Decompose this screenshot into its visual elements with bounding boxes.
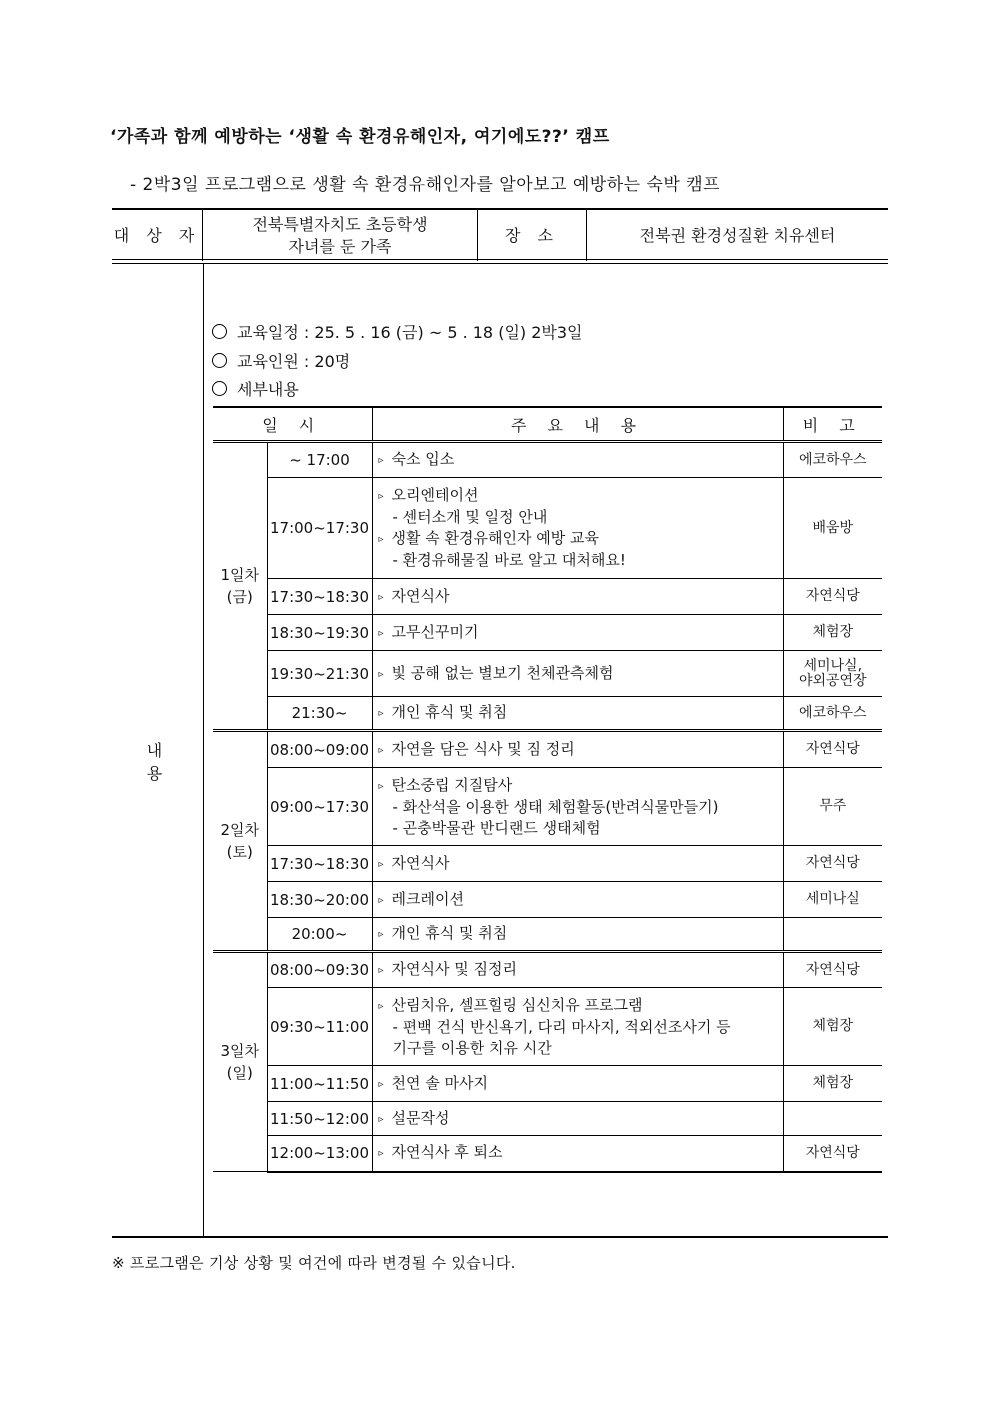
note-cell: 자연식당 — [783, 952, 882, 988]
footnote: ※ 프로그램은 기상 상황 및 여건에 따라 변경될 수 있습니다. — [112, 1254, 516, 1272]
schedule-row — [213, 1066, 882, 1102]
schedule-header-row — [213, 407, 882, 442]
content-cell: ▹ 자연식사 및 짐정리 — [372, 952, 783, 988]
time-cell: 20:00~ — [267, 918, 372, 952]
triangle-bullet-icon: ▹ — [378, 591, 384, 603]
note-cell — [783, 918, 882, 952]
triangle-bullet-icon: ▹ — [378, 627, 384, 639]
day-label: 3일차 (일) — [213, 952, 267, 1172]
info-people: 교육인원 : 20명 — [212, 349, 350, 372]
triangle-bullet-icon: ▹ — [378, 965, 384, 976]
triangle-bullet-icon: ▹ — [378, 780, 384, 792]
schedule-row — [213, 442, 882, 478]
time-cell: 19:30~21:30 — [267, 651, 372, 697]
note-cell: 체험장 — [783, 988, 882, 1066]
schedule-row — [213, 579, 882, 615]
triangle-bullet-icon: ▹ — [378, 1113, 384, 1125]
content-cell: ▹ 자연을 담은 식사 및 짐 정리 — [372, 731, 783, 768]
content-cell: ▹ 개인 휴식 및 취침 — [372, 697, 783, 731]
note-cell: 세미나실 — [783, 882, 882, 918]
triangle-bullet-icon: ▹ — [378, 894, 384, 906]
target-label: 대 상 자 — [112, 210, 203, 261]
day-label: 1일차 (금) — [213, 442, 267, 731]
place-value: 전북권 환경성질환 치유센터 — [639, 225, 836, 245]
triangle-bullet-icon: ▹ — [378, 929, 384, 940]
triangle-bullet-icon: ▹ — [378, 455, 384, 466]
target-line-1: 전북특별자치도 초등학생 — [252, 214, 428, 234]
content-cell: ▹ 빛 공해 없는 별보기 천체관측체험 — [372, 651, 783, 697]
header-row — [112, 210, 888, 261]
schedule-row — [213, 768, 882, 846]
note-cell: 에코하우스 — [783, 442, 882, 478]
note-cell: 배움방 — [783, 478, 882, 579]
content-cell: ▹ 오리엔테이션 - 센터소개 및 일정 안내 ▹ 생활 속 환경유해인자 예방 교육 - 환경유해물질 바로 알고 대처해요! — [372, 478, 783, 579]
triangle-bullet-icon: ▹ — [378, 1000, 384, 1012]
schedule-row — [213, 1102, 882, 1136]
col-time: 일 시 — [213, 407, 372, 442]
content-cell: ▹ 숙소 입소 — [372, 442, 783, 478]
col-note: 비 고 — [783, 407, 882, 442]
schedule-row — [213, 1136, 882, 1172]
triangle-bullet-icon: ▹ — [378, 1148, 384, 1160]
time-cell: 11:50~12:00 — [267, 1102, 372, 1136]
triangle-bullet-icon: ▹ — [378, 534, 384, 545]
content-cell: ▹ 자연식사 후 퇴소 — [372, 1136, 783, 1172]
time-cell: 09:30~11:00 — [267, 988, 372, 1066]
schedule-row — [213, 952, 882, 988]
schedule-table — [213, 406, 882, 1173]
content-cell: ▹ 자연식사 — [372, 579, 783, 615]
note-cell: 세미나실, 야외공연장 — [783, 651, 882, 697]
schedule-row — [213, 988, 882, 1066]
note-cell: 자연식당 — [783, 1136, 882, 1172]
schedule-row — [213, 731, 882, 768]
note-cell — [783, 1102, 882, 1136]
time-cell: 17:00~17:30 — [267, 478, 372, 579]
time-cell: 21:30~ — [267, 697, 372, 731]
schedule-row — [213, 615, 882, 651]
schedule-row — [213, 918, 882, 952]
time-cell: 18:30~20:00 — [267, 882, 372, 918]
content-cell: ▹ 탄소중립 지질탐사 - 화산석을 이용한 생태 체험활동(반려식물만들기) - 곤충박물관 반디랜드 생태체험 — [372, 768, 783, 846]
time-cell: 09:00~17:30 — [267, 768, 372, 846]
circle-icon — [212, 381, 227, 396]
target-value — [203, 210, 478, 261]
note-cell: 체험장 — [783, 615, 882, 651]
time-cell: 17:30~18:30 — [267, 846, 372, 882]
time-cell: 18:30~19:30 — [267, 615, 372, 651]
place-label: 장 소 — [478, 210, 587, 261]
triangle-bullet-icon: ▹ — [378, 668, 384, 680]
info-schedule: 교육일정 : 25. 5 . 16 (금) ~ 5 . 18 (일) 2박3일 — [212, 320, 583, 343]
circle-icon — [212, 353, 227, 368]
content-cell: ▹ 레크레이션 — [372, 882, 783, 918]
circle-icon — [212, 324, 227, 339]
note-cell: 자연식당 — [783, 846, 882, 882]
target-line-2: 자녀를 둔 가족 — [288, 236, 392, 256]
document-subtitle: - 2박3일 프로그램으로 생활 속 환경유해인자를 알아보고 예방하는 숙박 캠프 — [130, 175, 721, 195]
schedule-row — [213, 697, 882, 731]
col-content: 주 요 내 용 — [372, 407, 783, 442]
note-cell: 자연식당 — [783, 579, 882, 615]
content-cell: ▹ 산림치유, 셀프힐링 심신치유 프로그램 - 편백 건식 반신욕기, 다리 마사지, 적외선조사기 등 기구를 이용한 치유 시간 — [372, 988, 783, 1066]
schedule-row — [213, 651, 882, 697]
content-cell: ▹ 자연식사 — [372, 846, 783, 882]
content-label: 내 용 — [146, 741, 183, 783]
time-cell: 08:00~09:30 — [267, 952, 372, 988]
note-cell: 무주 — [783, 768, 882, 846]
triangle-bullet-icon: ▹ — [378, 858, 384, 870]
note-cell: 에코하우스 — [783, 697, 882, 731]
time-cell: 17:30~18:30 — [267, 579, 372, 615]
info-details: 세부내용 — [212, 377, 299, 400]
time-cell: 08:00~09:00 — [267, 731, 372, 768]
triangle-bullet-icon: ▹ — [378, 1078, 384, 1090]
triangle-bullet-icon: ▹ — [378, 708, 384, 719]
triangle-bullet-icon: ▹ — [378, 491, 384, 502]
time-cell: 12:00~13:00 — [267, 1136, 372, 1172]
note-cell: 자연식당 — [783, 731, 882, 768]
time-cell: 11:00~11:50 — [267, 1066, 372, 1102]
content-cell: ▹ 천연 솔 마사지 — [372, 1066, 783, 1102]
day-label: 2일차 (토) — [213, 731, 267, 952]
content-cell: ▹ 개인 휴식 및 취침 — [372, 918, 783, 952]
schedule-row — [213, 478, 882, 579]
content-cell: ▹ 설문작성 — [372, 1102, 783, 1136]
content-cell: ▹ 고무신꾸미기 — [372, 615, 783, 651]
schedule-row — [213, 846, 882, 882]
note-cell: 체험장 — [783, 1066, 882, 1102]
schedule-row — [213, 882, 882, 918]
time-cell: ~ 17:00 — [267, 442, 372, 478]
document-title: ‘가족과 함께 예방하는 ‘생활 속 환경유해인자, 여기에도??’ 캠프 — [110, 127, 610, 147]
triangle-bullet-icon: ▹ — [378, 744, 384, 756]
